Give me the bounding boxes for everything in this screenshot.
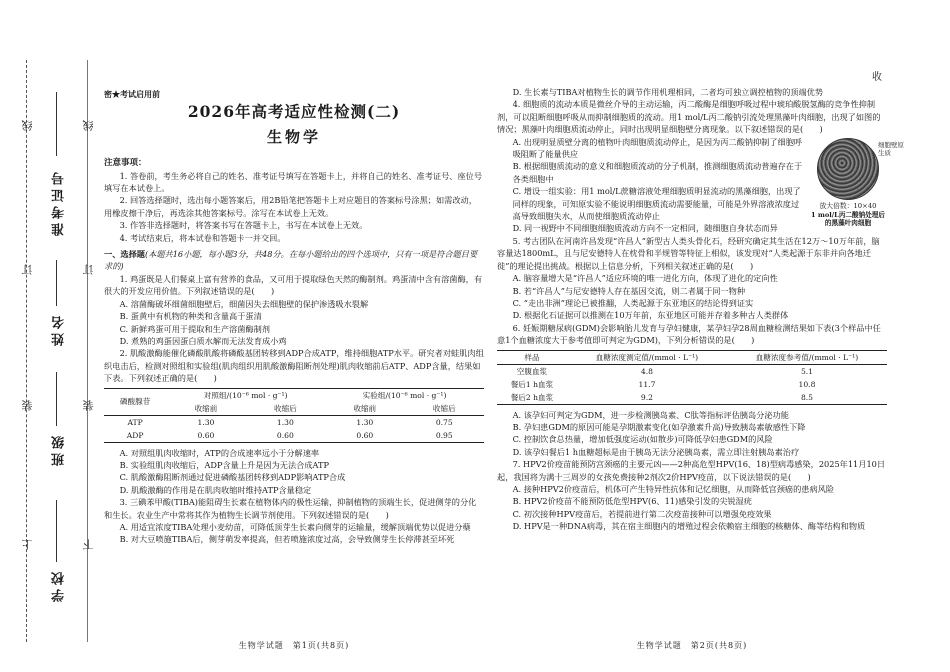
exam-number-field[interactable] — [56, 92, 57, 156]
table-row — [497, 378, 887, 391]
table-cell: 餐后2 h血浆 — [497, 391, 567, 405]
question-4-stem: 4. 细胞质的流动本质是微丝介导的主动运输，丙二酸酶是细胞呼吸过程中琥珀酸脱氢酶的竞争性抑制剂，可以阻断细胞呼吸从而抑制细胞质的流动。用1 mol/L丙二酸钠引流处理黑藻叶肉细胞，出现了如图的情况；黑藻叶肉细胞质流动停止，同时出现明显细胞壁分离现象。以下叙述错误的是( ) — [497, 99, 881, 135]
question-5-option-a: A. 脑容量增大是“许昌人”适应环境的唯一进化方向，体现了进化的定向性 — [512, 273, 778, 284]
question-2-option-a: A. 对照组肌肉收缩时，ATP的合成速率远小于分解速率 — [119, 447, 320, 458]
question-1-option-b: B. 蛋黄中有机物的种类和含量高于蛋清 — [119, 311, 262, 322]
figure-caption: 1 mol/L丙二酸钠处理后的黑藻叶肉细胞 — [811, 210, 885, 228]
table-subheader: 收缩前 — [353, 403, 377, 413]
corner-mark: 收 — [872, 72, 882, 83]
table-cell: 0.95 — [405, 429, 484, 443]
table-cell: 餐后1 h血浆 — [510, 379, 554, 389]
table-cell: 空腹血浆 — [497, 364, 567, 378]
table-row — [104, 429, 484, 443]
table-cell: 9.2 — [567, 391, 727, 405]
table-cell: 0.60 — [325, 429, 404, 443]
question-3-option-d: D. 生长素与TIBA对植物生长的调节作用机理相同，二者均可独立调控植物的顶端优势 — [512, 87, 824, 97]
cell-micrograph-image — [817, 138, 904, 200]
notice-item: 4. 考试结束后，将本试卷和答题卡一并交回。 — [119, 232, 286, 243]
question-6-option-d: D. 该孕妇餐后1 h血糖超标是由于胰岛无法分泌胰岛素，需立即注射胰岛素治疗 — [512, 446, 800, 457]
table-cell: 4.8 — [567, 364, 727, 378]
name-field[interactable] — [56, 260, 57, 306]
question-1-stem: 1. 鸡蛋既是人们餐桌上富有营养的食品，又可用于提取绿色天然的酶制剂。鸡蛋清中含有溶菌酶，有很大的开发应用价值。下列叙述错误的是( ) — [104, 273, 483, 297]
question-3-stem: 3. 三碘苯甲酸(TIBA)能阻碍生长素在植物体内的极性运输，抑制植物的顶端生长，促进侧芽的分化和生长。农业生产中常将其作为植物生长调节剂使用。下列叙述错误的是( ) — [104, 497, 477, 520]
subject-title: 生物学 — [266, 127, 321, 146]
table-cell: 0.60 — [166, 429, 245, 443]
question-4-option-c: C. 增设一组实验：用1 mol/L蔗糖溶液处理细胞质明显流动的黑藻细胞，出现了同样的现象，可知原实验不能说明细胞质流动需要能量，可能是外界溶液浓度过高导致细胞失水，从而使细胞质流动停止 — [512, 186, 801, 222]
table-header: 血糖浓度测定值/(mmol · L⁻¹) — [567, 350, 727, 364]
notice-item: 2. 回答选择题时，选出每小题答案后，用2B铅笔把答题卡上对应题目的答案标号涂黑；如需改动，用橡皮擦干净后，再选涂其他答案标号。涂写在本试卷上无效。 — [104, 195, 477, 218]
label-school: 学校 — [52, 568, 67, 602]
table-header: 对照组/(10⁻⁶ mol · g⁻¹) — [166, 388, 325, 402]
mark-ding-outer: 订 — [21, 262, 34, 275]
table-header: 样品 — [497, 350, 567, 364]
table-cell: 5.1 — [727, 364, 887, 378]
section-note: (本题共16小题，每小题3分，共48分。在每小题给出的四个选项中，只有一项是符合题目要求的) — [104, 249, 478, 272]
label-class: 班级 — [52, 432, 67, 466]
question-2-option-d: D. 肌酸激酶的作用是在肌肉收缩时维持ATP含量稳定 — [119, 484, 312, 495]
exam-title: 2026年高考适应性检测(二) — [187, 102, 401, 122]
question-1-option-d: D. 煮熟的鸡蛋因蛋白质水解而无法发育成小鸡 — [119, 335, 287, 346]
question-4-option-a: A. 出现明显质壁分离的植物叶肉细胞质流动停止，是因为丙二酸钠抑制了细胞呼吸阻断了能量供应 — [512, 136, 803, 160]
mark-zhuang-inner: 装 — [82, 398, 95, 411]
question-5-option-c: C. “走出非洲”理论已被推翻，人类起源于东亚地区的结论得到证实 — [512, 297, 754, 308]
section-heading — [104, 248, 484, 273]
mark-xian-outer: 线 — [21, 118, 34, 131]
notice-heading: 注意事项： — [104, 158, 147, 169]
table-subheader: 收缩后 — [274, 403, 297, 413]
figure-magnification: 放大倍数：10×40 — [819, 201, 877, 210]
mark-xia: 下 — [82, 537, 95, 550]
table-cell: 1.30 — [246, 415, 325, 429]
table-row — [497, 391, 887, 405]
cut-line-inner — [87, 60, 88, 642]
question-7-stem: 7. HPV2价疫苗能预防宫颈癌的主要元凶——2种高危型HPV(16、18)型病毒感染，2025年11月10日起，我国将为满十三周岁的女孩免费接种2剂次2价HPV疫苗，以下说法错误的是( ) — [497, 459, 886, 482]
question-2-option-c: C. 肌酸激酶阻断剂通过促进磷酸基团转移到ADP影响ATP合成 — [119, 472, 346, 483]
question-6-stem: 6. 妊娠期糖尿病(GDM)会影响胎儿发育与孕妇健康，某孕妇孕28周血糖检测结果如下表(3个样品中任意1个血糖浓度大于参考值即可判定为GDM)，下列分析错误的是( ) — [497, 322, 881, 346]
mark-shang: 上 — [21, 537, 34, 550]
table-cell: 0.60 — [246, 429, 325, 443]
notice-item: 3. 作答非选择题时，将答案书写在答题卡上，书写在本试卷上无效。 — [119, 220, 368, 231]
cell-figure — [809, 138, 904, 228]
mark-zhuang-outer: 装 — [21, 398, 34, 411]
atp-table — [104, 388, 484, 443]
question-6-option-a: A. 该孕妇可判定为GDM，进一步检测胰岛素、C肽等指标评估胰岛分泌功能 — [512, 409, 789, 420]
question-1-option-a: A. 溶菌酶破坏细菌细胞壁后，细菌因失去细胞壁的保护渗透吸水裂解 — [119, 298, 369, 309]
table-cell: 11.7 — [638, 379, 656, 389]
class-field[interactable] — [56, 372, 57, 426]
table-header: 血糖浓度参考值/(mmol · L⁻¹) — [727, 350, 887, 364]
question-7-option-c: C. 初次接种HPV疫苗后，若提前进行第二次疫苗接种可以增强免疫效果 — [512, 508, 772, 519]
question-2-option-b: B. 实验组肌肉收缩后，ADP含量上升是因为无法合成ATP — [119, 459, 329, 470]
table-subheader: 收缩前 — [194, 403, 218, 413]
secret-label: 密★考试启用前 — [104, 89, 160, 99]
table-cell: 10.8 — [798, 379, 816, 389]
question-7-option-d: D. HPV是一种DNA病毒，其在宿主细胞内的增殖过程会依赖宿主细胞的核糖体、酶等结构和物质 — [512, 521, 866, 532]
school-field[interactable] — [56, 500, 57, 562]
label-name: 姓名 — [52, 312, 67, 346]
question-3-option-b: B. 对大豆喷施TIBA后，侧芽萌发率提高，但若喷施浓度过高，会导致侧芽生长停滞甚至坏死 — [119, 534, 455, 545]
table-cell: 1.30 — [325, 415, 404, 429]
exam-page-2 — [497, 86, 904, 533]
question-5-option-d: D. 根据化石证据可以推测在10万年前，东亚地区可能并存着多种古人类群体 — [512, 310, 789, 321]
glucose-table — [497, 350, 887, 405]
table-cell: ATP — [104, 415, 166, 429]
cut-line-outer — [26, 60, 27, 642]
table-cell: 1.30 — [166, 415, 245, 429]
question-5-option-b: B. 若“许昌人”与尼安德特人存在基因交流，则二者属于同一物种 — [512, 285, 746, 296]
table-header: 磷酸腺苷 — [104, 388, 166, 415]
table-cell: ADP — [104, 429, 166, 443]
question-4-option-d: D. 同一视野中不同细胞细胞质流动方向不一定相同，随细胞自身状态而异 — [512, 223, 778, 234]
page-1-footer: 生物学试题 第1页(共8页) — [238, 641, 350, 650]
table-header: 实验组/(10⁻⁶ mol · g⁻¹) — [325, 388, 484, 402]
mark-xian-inner: 线 — [82, 118, 95, 131]
question-7-option-a: A. 接种HPV2价疫苗后，机体可产生特异性抗体和记忆细胞，从而降低宫颈癌的患病风险 — [512, 483, 835, 494]
section-title: 一、选择题 — [104, 249, 145, 260]
question-6-option-b: B. 孕妇患GDM的原因可能是孕期激素变化(如孕激素升高)导致胰岛素敏感性下降 — [512, 421, 806, 432]
question-7-option-b: B. HPV2价疫苗不能预防低危型HPV(6、11)感染引发的尖锐湿疣 — [512, 496, 752, 507]
page-2-footer: 生物学试题 第2页(共8页) — [636, 641, 748, 650]
question-6-option-c: C. 控制饮食总热量，增加低强度运动(如散步)可降低孕妇患GDM的风险 — [512, 434, 773, 445]
notice-item: 1. 答卷前，考生务必将自己的姓名、准考证号填写在答题卡上，并将自己的姓名、准考证号、座位号填写在本试卷上。 — [104, 170, 483, 194]
table-subheader: 收缩后 — [432, 403, 456, 413]
question-4-option-b: B. 根据细胞质流动的意义和细胞质流动的分子机制，推测细胞质流动普遍存在于各类细胞中 — [512, 161, 803, 184]
table-cell: 8.5 — [727, 391, 887, 405]
label-exam-number: 准考证号 — [52, 168, 67, 236]
question-1-option-c: C. 新鲜鸡蛋可用于提取和生产溶菌酶制剂 — [119, 323, 270, 334]
question-5-stem: 5. 考古团队在河南许昌发现“许昌人”新型古人类头骨化石，经研究确定其生活在12万～10万年前，脑容量达1800mL，且与尼安德特人在枕骨和半规管等特征上相似，该发现对“人类起源于东非并向各地迁徙”的理论提出挑战。根据以上信息分析，下列相关叙述正确的是( ) — [497, 235, 880, 271]
binding-margin — [0, 0, 100, 672]
table-row — [497, 364, 887, 378]
question-3-option-a: A. 用适宜浓度TIBA处理小麦幼苗，可降低顶芽生长素向侧芽的运输量，缓解顶端优势以促进分蘖 — [119, 521, 471, 532]
table-cell: 0.75 — [405, 415, 484, 429]
table-row — [104, 415, 484, 429]
question-2-stem: 2. 肌酸激酶能催化磷酸肌酸将磷酸基团转移到ADP合成ATP，维持细胞ATP水平。研究者对蛙肌肉组织电击后，检测对照组和实验组(肌肉组织用肌酸激酶阻断剂处理)肌肉收缩前后ATP、ADP含量，结果如下表。下列叙述正确的是( ) — [104, 348, 484, 384]
figure-pointer-label: 细胞壁原生质 — [878, 140, 904, 157]
mark-ding-inner: 订 — [82, 262, 95, 275]
exam-page-1 — [104, 88, 484, 546]
